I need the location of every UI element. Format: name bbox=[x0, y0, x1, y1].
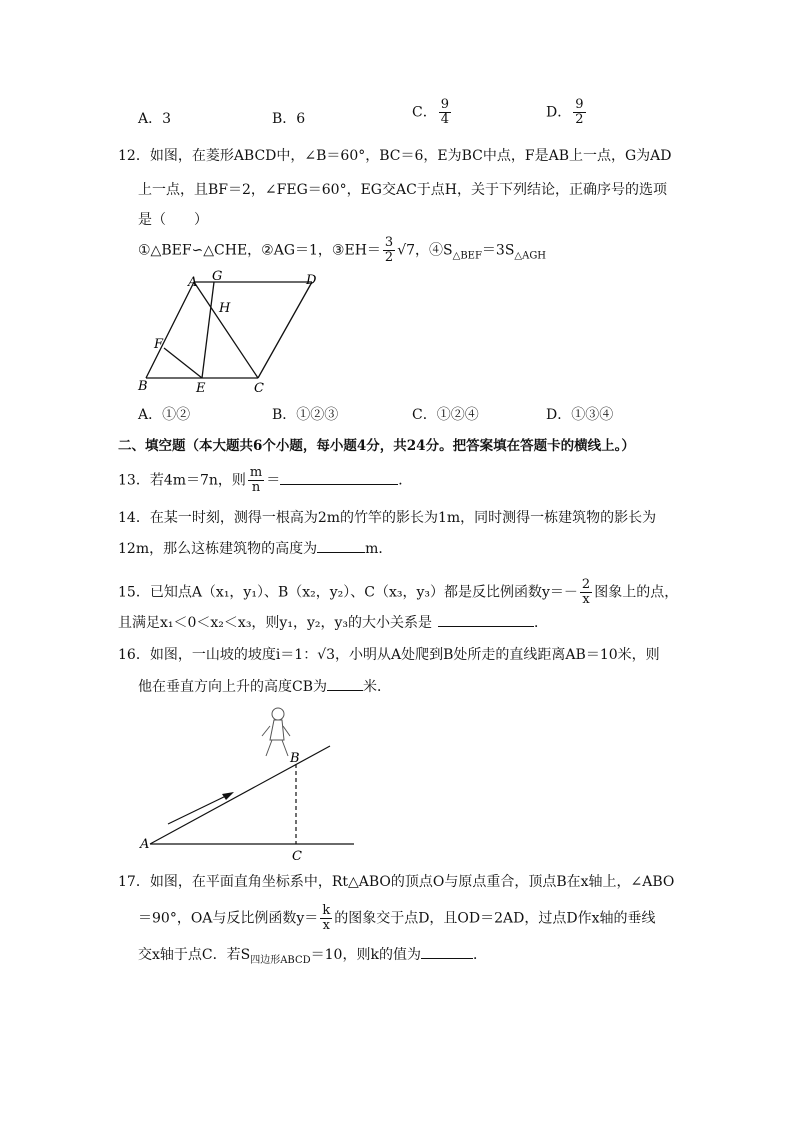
q12-option-a: A．①② bbox=[138, 407, 191, 423]
q12-conclusions: ①△BEF∽△CHE，②AG＝1，③EH＝ $\frac{3}{2}$ √7，$④S_{\triangle BEF}=3S_{\triangle AGH}$ bbox=[138, 235, 547, 265]
label-c: C bbox=[254, 381, 264, 396]
q14-line2: 12m，那么这栋建筑物的高度为 m． bbox=[118, 538, 392, 559]
section-heading: 二、填空题（本大题共6个小题，每小题4分，共24分。把答案填在答题卡的横线上。） bbox=[118, 438, 635, 454]
q15-line1: 15．已知点A（x₁，y₁）、B（x₂，y₂）、C（x₃，y₃）都是反比例函数y＝－ $\frac{2}{x}$ 图象上的点， bbox=[118, 577, 679, 607]
q12-option-c: C．①②④ bbox=[412, 407, 479, 423]
label-e: E bbox=[196, 381, 206, 396]
slope-figure bbox=[138, 700, 364, 862]
label-g: G bbox=[212, 269, 223, 284]
q12-line2: 上一点，且BF＝2，∠FEG＝60°，EG交AC于点H，关于下列结论，正确序号的选项 bbox=[138, 182, 668, 198]
q13: 13．若4m＝7n，则 $\frac{m}{n}$ ＝ ． bbox=[118, 465, 413, 495]
q15-line2: 且满足x₁＜0＜x₂＜x₃，则y₁，y₂，y₃的大小关系是 ． bbox=[118, 612, 548, 633]
q16-line2: 他在垂直方向上升的高度CB为 米． bbox=[138, 676, 391, 697]
answer-blank bbox=[438, 612, 534, 627]
answer-blank bbox=[317, 538, 365, 553]
fraction: $\frac{9}{4}$ bbox=[440, 97, 449, 127]
q14-line1: 14．在某一时刻，测得一根高为2m的竹竿的影长为1m，同时测得一栋建筑物的影长为 bbox=[118, 510, 657, 526]
answer-blank bbox=[421, 944, 473, 959]
q12-line1: 12．如图，在菱形ABCD中，∠B＝60°，BC＝6，E为BC中点，F是AB上一点，G为AD bbox=[118, 148, 672, 164]
answer-blank bbox=[280, 470, 398, 485]
label-b: B bbox=[138, 379, 148, 394]
q12-option-d: D．①③④ bbox=[546, 407, 614, 423]
q16-line1: 16．如图，一山坡的坡度i＝1：√3，小明从A处爬到B处所走的直线距离AB＝10米，则 bbox=[118, 647, 660, 663]
fraction: $\frac{9}{2}$ bbox=[575, 97, 584, 127]
label-h: H bbox=[219, 301, 231, 316]
label-b: B bbox=[290, 751, 300, 766]
walking-person-icon bbox=[262, 708, 290, 756]
rhombus-figure bbox=[134, 268, 324, 398]
q11-option-d: D． $\frac{9}{2}$ bbox=[546, 97, 584, 127]
q17-line3: 交x轴于点C．若$S_{四边形ABCD}=10$，则k的值为 ． bbox=[138, 944, 487, 971]
answer-blank bbox=[327, 676, 363, 691]
q11-option-b: B．6 bbox=[272, 111, 306, 127]
q12-line3: 是（ ） bbox=[138, 212, 208, 228]
q11-option-c: C． $\frac{9}{4}$ bbox=[412, 97, 449, 127]
label-f: F bbox=[154, 337, 164, 352]
label-c: C bbox=[292, 849, 302, 862]
q17-line2: ＝90°，OA与反比例函数y＝ $\frac{k}{x}$ 的图象交于点D，且OD＝2AD，过点D作x轴的垂线 bbox=[138, 903, 656, 933]
label-d: D bbox=[306, 273, 317, 288]
label-a: A bbox=[140, 837, 150, 852]
q11-option-a: A．3 bbox=[138, 111, 172, 127]
label-a: A bbox=[188, 275, 198, 290]
q17-line1: 17．如图，在平面直角坐标系中，Rt△ABO的顶点O与原点重合，顶点B在x轴上，∠ABO bbox=[118, 874, 675, 890]
q12-option-b: B．①②③ bbox=[272, 407, 339, 423]
